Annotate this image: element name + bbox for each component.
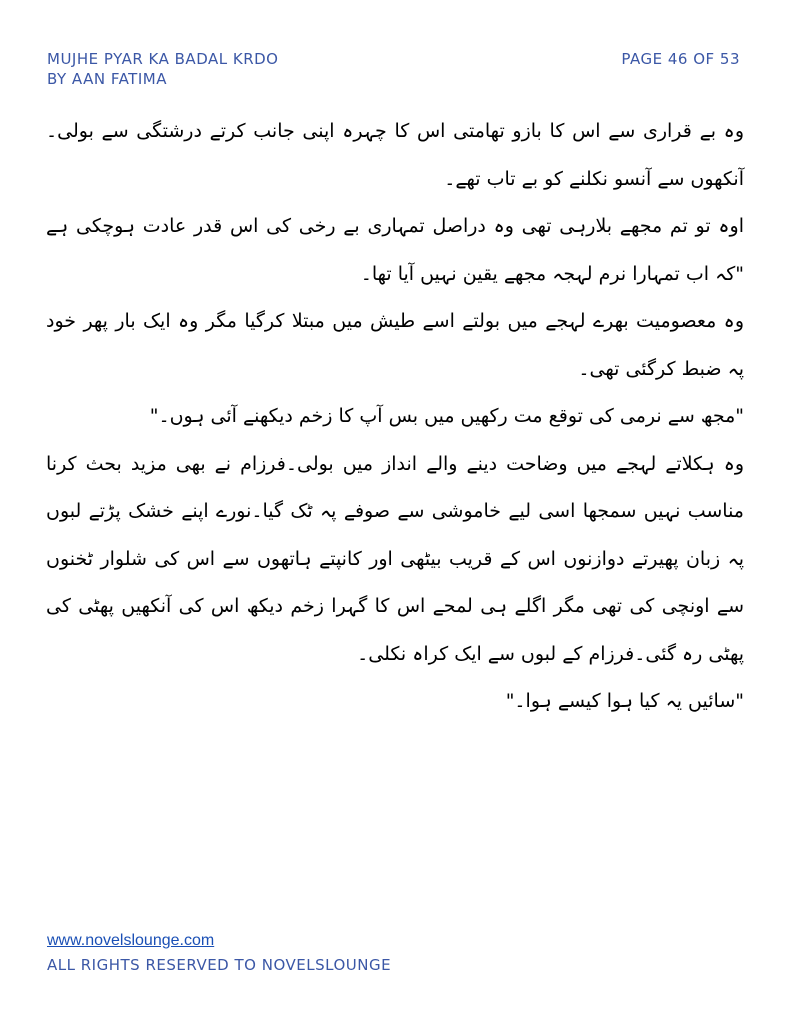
paragraph: وہ بے قراری سے اس کا بازو تھامتی اس کا چہرہ اپنی جانب کرتے درشتگی سے بولی۔آنکھوں سے آنسو نکلنے کو بے تاب تھے۔ [46,120,744,190]
rights-notice: ALL RIGHTS RESERVED TO NOVELSLOUNGE [47,956,392,974]
novel-title: MUJHE PYAR KA BADAL KRDO [47,50,279,68]
paragraph: اوہ تو تم مجھے بلارہی تھی وہ دراصل تمہاری بے رخی کی اس قدر عادت ہوچکی ہے "کہ اب تمہارا نرم لہجہ مجھے یقین نہیں آیا تھا۔ [46,215,744,285]
author-name: BY AAN FATIMA [47,70,167,88]
paragraph: وہ معصومیت بھرے لہجے میں بولتے اسے طیش میں مبتلا کرگیا مگر وہ ایک بار پھر خود پہ ضبط کرگئی تھی۔ [46,310,744,380]
story-text [46,108,744,726]
page-number: PAGE 46 OF 53 [621,50,740,68]
paragraph: "سائیں یہ کیا ہوا کیسے ہوا۔" [505,690,744,712]
paragraph: "مجھ سے نرمی کی توقع مت رکھیں میں بس آپ کا زخم دیکھنے آئی ہوں۔" [149,405,744,427]
paragraph: وہ ہکلاتے لہجے میں وضاحت دینے والے انداز میں بولی۔فرزام نے بھی مزید بحث کرنا مناسب نہیں سمجھا اسی لیے خاموشی سے صوفے پہ ٹک گیا۔نورے اپنے خشک پڑتے لبوں پہ زبان پھیرتے دوازنوں اس کے قریب بیٹھی اور کانپتے ہاتھوں سے اس کی شلوار ٹخنوں سے اونچی کی تھی مگر اگلے ہی لمحے اس کا گہرا زخم دیکھ اس کی آنکھیں پھٹی کی پھٹی رہ گئی۔فرزام کے لبوں سے ایک کراہ نکلی۔ [46,452,744,665]
website-link[interactable]: www.novelslounge.com [47,932,215,949]
